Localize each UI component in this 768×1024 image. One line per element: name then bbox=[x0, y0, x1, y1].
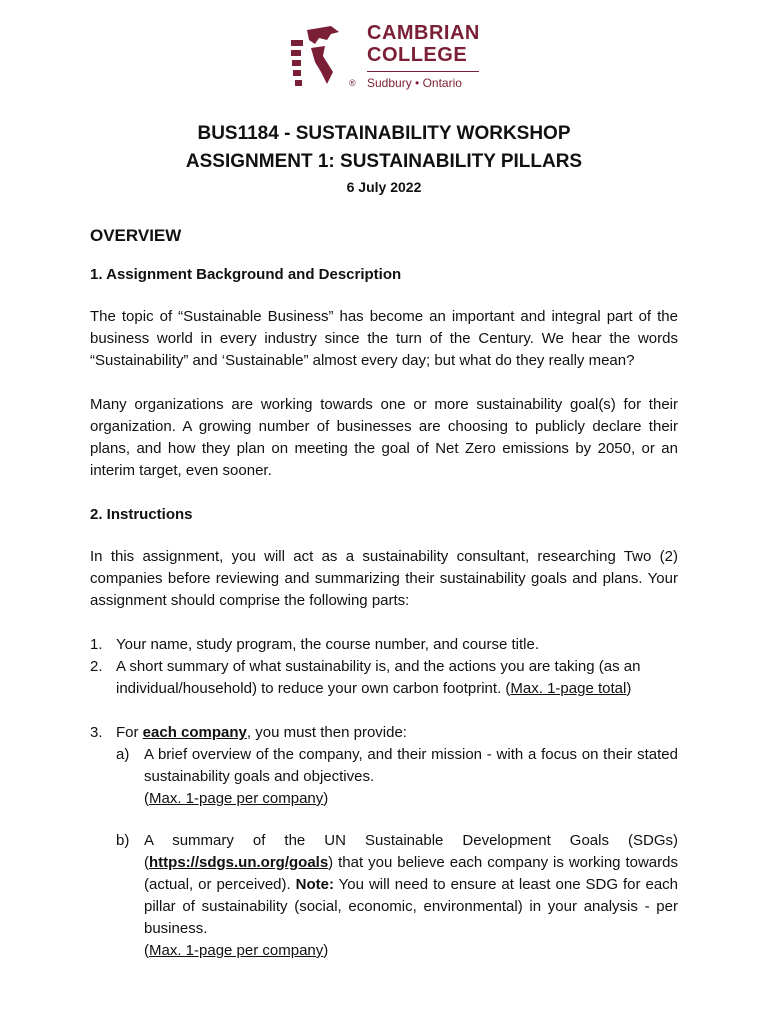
list-item bbox=[90, 722, 678, 962]
section-1-heading: 1. Assignment Background and Description bbox=[90, 266, 402, 283]
overview-heading: OVERVIEW bbox=[90, 226, 182, 245]
list-item bbox=[90, 656, 678, 700]
list-number: 2. bbox=[90, 658, 103, 675]
list-text: Your name, study program, the course number, and course title. bbox=[116, 636, 540, 653]
section-2-heading: 2. Instructions bbox=[90, 506, 193, 523]
sub-list-text: A brief overview of the company, and their mission - with a focus on their stated sustainability goals and objectives. bbox=[144, 746, 678, 785]
list-number: 3. bbox=[90, 724, 103, 741]
background-paragraph-1: The topic of “Sustainable Business” has become an important and integral part of the business world in every industry since the turn of the Century. We hear the words “Sustainability” and ‘Sustainable” almost every day; but what do they really mean? bbox=[90, 308, 678, 369]
logo-text-cambrian: CAMBRIAN bbox=[367, 22, 480, 44]
sub-list-letter: a) bbox=[116, 746, 130, 763]
list-number: 1. bbox=[90, 636, 103, 653]
list-item bbox=[90, 634, 678, 656]
logo-text-college: COLLEGE bbox=[367, 44, 468, 66]
emphasis-each-company: each company bbox=[142, 724, 247, 741]
assignment-title: ASSIGNMENT 1: SUSTAINABILITY PILLARS bbox=[185, 151, 583, 172]
company-requirements-list bbox=[90, 722, 678, 962]
sub-list bbox=[116, 744, 678, 962]
registered-mark: ® bbox=[349, 78, 356, 88]
sub-list-text: A summary of the UN Sustainable Development Goals (SDGs) ( bbox=[144, 832, 678, 871]
sub-list-letter: b) bbox=[116, 832, 130, 849]
sub-list-text: You will need to ensure at least one SDG for each pillar of sustainability (social, economic, environmental) in your analysis - per business. bbox=[144, 876, 678, 937]
paren-open: ( bbox=[144, 942, 149, 959]
note-label: Note: bbox=[295, 876, 334, 893]
instructions-list bbox=[90, 634, 678, 700]
paren-open: ( bbox=[144, 790, 149, 807]
page-limit: Max. 1-page per company bbox=[149, 942, 324, 959]
assignment-date: 6 July 2022 bbox=[346, 179, 422, 195]
paren-close: ) bbox=[323, 790, 329, 807]
paren-close: ) bbox=[626, 680, 632, 697]
page-limit: Max. 1-page total bbox=[510, 680, 627, 697]
list-text: For bbox=[116, 724, 143, 741]
list-text: A short summary of what sustainability is, and the actions you are taking (as an individual/household) to reduce your own carbon footprint. ( bbox=[116, 658, 641, 697]
logo-location: Sudbury • Ontario bbox=[367, 76, 462, 90]
sub-list-text: ) that you believe each company is working towards (actual, or perceived). bbox=[144, 854, 678, 893]
college-logo bbox=[287, 18, 487, 96]
sdgs-link[interactable]: https://sdgs.un.org/goals bbox=[149, 854, 329, 871]
instructions-intro: In this assignment, you will act as a sustainability consultant, researching Two (2) companies before reviewing and summarizing their sustainability goals and plans. Your assignment should comprise the following parts: bbox=[90, 548, 678, 609]
logo-divider bbox=[367, 71, 479, 72]
document-body bbox=[90, 224, 678, 984]
sub-list-item bbox=[116, 744, 678, 810]
sub-list-item bbox=[116, 830, 678, 962]
page-limit: Max. 1-page per company bbox=[149, 790, 324, 807]
list-text: , you must then provide: bbox=[246, 724, 407, 741]
cambrian-emblem-icon bbox=[287, 22, 347, 92]
paren-close: ) bbox=[323, 942, 329, 959]
background-paragraph-2: Many organizations are working towards one or more sustainability goal(s) for their organization. A growing number of businesses are choosing to publicly declare their plans, and how they plan on meeting the goal of Net Zero emissions by 2050, or an interim target, even sooner. bbox=[90, 396, 678, 479]
course-title: BUS1184 - SUSTAINABILITY WORKSHOP bbox=[197, 123, 571, 144]
